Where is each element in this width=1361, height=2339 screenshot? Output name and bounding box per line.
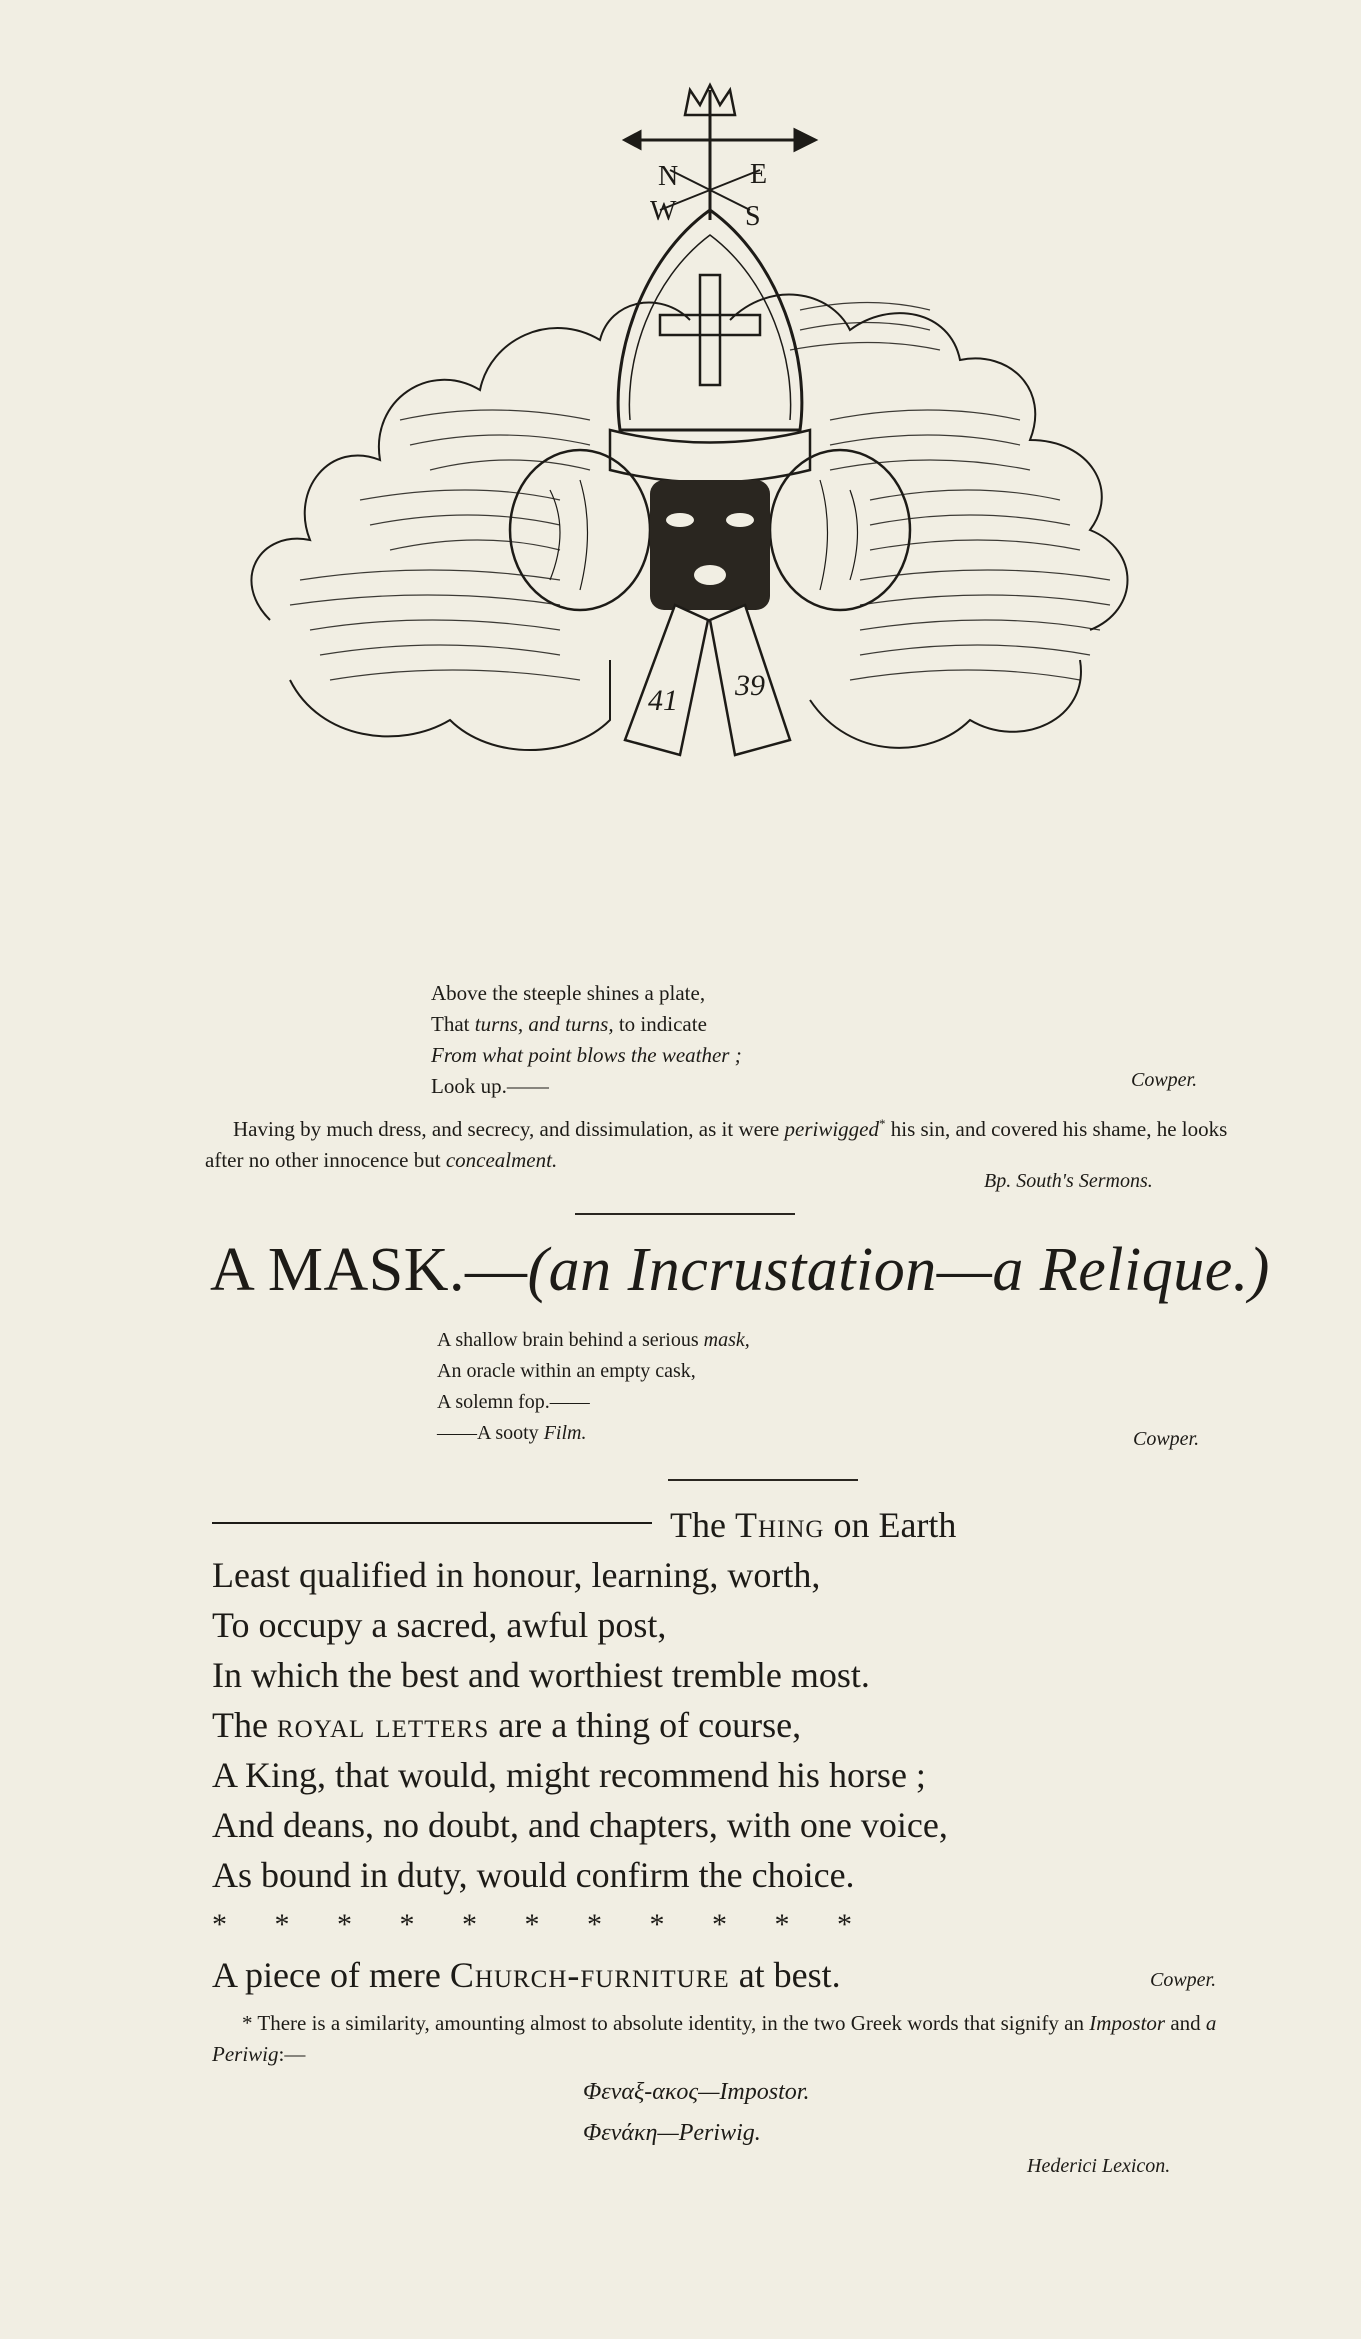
poem1-line2-italic: turns, and turns,	[474, 1012, 614, 1036]
mitre-mask-illustration	[230, 60, 1190, 960]
prose-quote	[205, 1108, 1245, 1176]
poem3-line5-pre: The	[212, 1705, 277, 1745]
prose-part2: his sin, and covered his shame, he looks after no other innocence but	[205, 1117, 1228, 1172]
wig-right	[770, 450, 910, 610]
dark-mask	[650, 480, 770, 610]
poem2-line4-pre: ——A sooty	[437, 1422, 544, 1444]
poem3-line2: Least qualified in honour, learning, worth,	[212, 1555, 821, 1595]
poem3-line5	[212, 1700, 1262, 1750]
poem1-attribution: Cowper.	[1131, 1069, 1198, 1091]
poem3-attribution: Cowper.	[1150, 1969, 1217, 1991]
poem2-attribution: Cowper.	[1133, 1428, 1200, 1450]
poem3-line5-smallcaps: royal letters	[276, 1705, 490, 1745]
poem-weather-plate	[431, 978, 1231, 1102]
poem1-line3-italic: From what point blows the weather ;	[431, 1043, 742, 1067]
prose-italic-concealment: concealment.	[445, 1148, 558, 1172]
footnote	[212, 2008, 1252, 2070]
poem1-line2-post: to indicate	[613, 1012, 707, 1036]
poem1-line2-pre: That	[431, 1012, 475, 1036]
prose-part1: Having by much dress, and secrecy, and dissimulation, as it were	[233, 1117, 785, 1141]
poem2-line1-italic: mask,	[703, 1329, 750, 1351]
footnote-italic-periwig: a Periwig	[212, 2011, 1217, 2066]
greek-word-periwig: Φενάκη—Periwig.	[583, 2120, 761, 2146]
title-subtitle: (an Incrustation—a Relique.)	[527, 1236, 1270, 1304]
cloud-right	[730, 295, 1128, 630]
poem1-line4: Look up.——	[431, 1074, 549, 1098]
title-main: A MASK.—	[210, 1236, 528, 1304]
footnote-part1: There is a similarity, amounting almost to absolute identity, in the two Greek words that signify an	[252, 2011, 1090, 2035]
ribbon-number-right: 39	[735, 669, 765, 702]
poem3-line1-post: on Earth	[824, 1505, 957, 1545]
leading-dash-rule	[212, 1522, 652, 1524]
divider-rule-2	[668, 1479, 858, 1481]
weathervane-letter-n: N	[658, 161, 679, 192]
divider-rule-1	[575, 1213, 795, 1215]
wig-left	[510, 450, 650, 610]
footnote-italic-impostor: Impostor	[1089, 2011, 1166, 2035]
asterisk-row: * * * * * * * * * * *	[212, 1908, 852, 1941]
weathervane-letter-w: W	[650, 196, 677, 227]
poem2-line4	[437, 1418, 1237, 1449]
ribbon-number-left: 41	[648, 684, 678, 717]
poem3-line9-smallcaps: Church-furniture	[449, 1955, 730, 1995]
cross	[700, 275, 720, 385]
poem2-line2: An oracle within an empty cask,	[437, 1360, 696, 1382]
poem1-line2	[431, 1009, 1231, 1040]
page-title	[210, 1235, 1270, 1306]
poem3-line9-post: at best.	[729, 1955, 841, 1995]
prose-italic-periwigged: periwigged	[784, 1117, 879, 1141]
poem3-line5-post: are a thing of course,	[489, 1705, 802, 1745]
prose-attribution: Bp. South's Sermons.	[984, 1170, 1153, 1192]
poem3-line4: In which the best and worthiest tremble most.	[212, 1655, 870, 1695]
poem3-line9	[212, 1950, 1262, 2000]
poem3-line1-smallcaps: Thing	[734, 1505, 825, 1545]
ribbon-left	[625, 605, 708, 755]
weathervane-letter-s: S	[745, 201, 761, 232]
poem1-line3	[431, 1040, 1231, 1071]
poem3-line6: A King, that would, might recommend his horse ;	[212, 1755, 926, 1795]
poem3-line9-pre: A piece of mere	[212, 1955, 450, 1995]
poem2-line1	[437, 1325, 1237, 1356]
poem1-line1: Above the steeple shines a plate,	[431, 981, 706, 1005]
poem2-line3: A solemn fop.——	[437, 1391, 590, 1413]
footnote-mark-start: *	[242, 2011, 253, 2035]
poem3-line7: And deans, no doubt, and chapters, with one voice,	[212, 1805, 948, 1845]
weathervane-letter-e: E	[750, 159, 768, 190]
poem3-line8: As bound in duty, would confirm the choice.	[212, 1855, 855, 1895]
poem-shallow-brain	[437, 1325, 1237, 1449]
footnote-part2: and	[1165, 2011, 1206, 2035]
poem-thing-on-earth	[212, 1500, 1262, 2000]
poem2-line4-italic: Film.	[543, 1422, 587, 1444]
greek-word-impostor: Φεναξ-ακος—Impostor.	[583, 2079, 810, 2105]
footnote-attribution: Hederici Lexicon.	[1027, 2155, 1171, 2177]
footnote-part3: :—	[278, 2042, 306, 2066]
poem3-line3: To occupy a sacred, awful post,	[212, 1605, 667, 1645]
footnote-mark: *	[879, 1116, 886, 1131]
poem3-line1	[212, 1500, 1262, 1550]
poem2-line1-pre: A shallow brain behind a serious	[437, 1329, 704, 1351]
poem3-line1-pre: The	[670, 1505, 735, 1545]
